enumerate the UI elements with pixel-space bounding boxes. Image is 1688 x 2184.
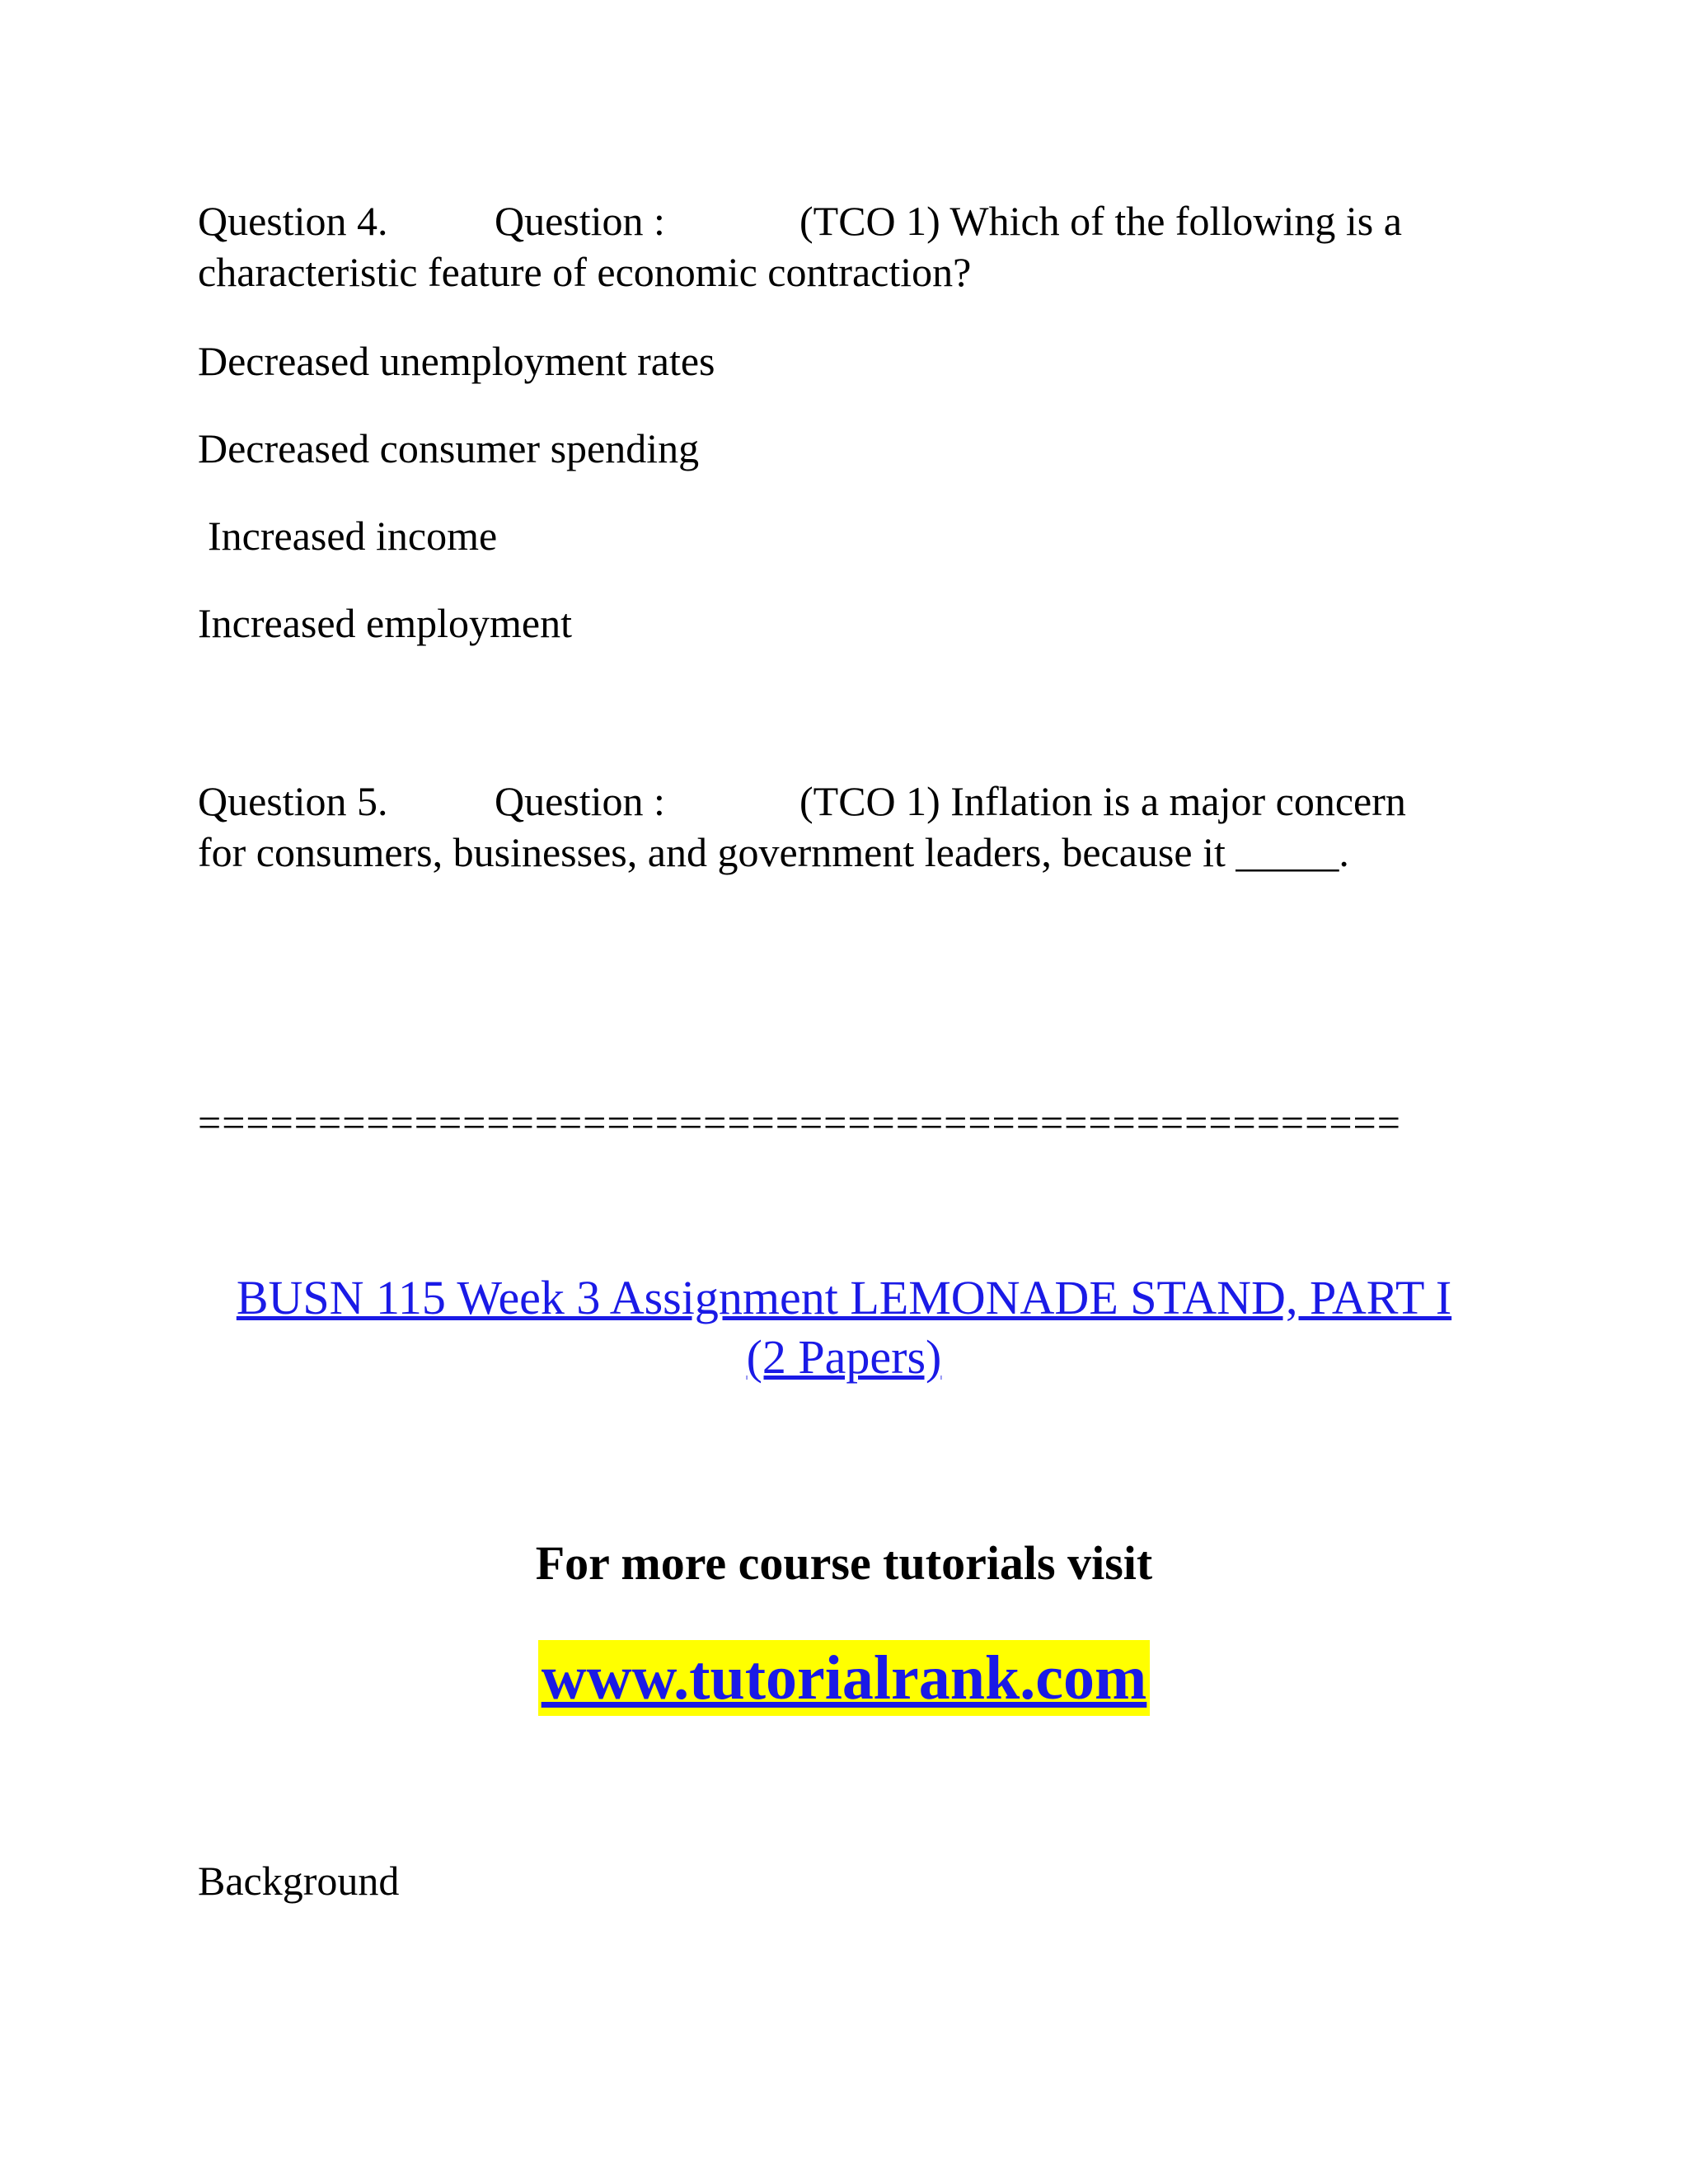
assignment-link-block	[0, 1269, 1688, 1327]
question-4-option-4: Increased employment	[198, 600, 572, 646]
question-4-label: Question :	[495, 198, 665, 244]
assignment-link-line-2[interactable]: (2 Papers)	[746, 1330, 942, 1384]
assignment-link-line-1[interactable]: BUSN 115 Week 3 Assignment LEMONADE STAND, PART I	[236, 1271, 1452, 1324]
question-4-header	[198, 196, 1484, 246]
promo-site-highlight	[538, 1640, 1151, 1716]
promo-site-link[interactable]: www.tutorialrank.com	[541, 1643, 1147, 1713]
question-5-prompt: (TCO 1) Inflation is a major concern	[799, 778, 1406, 824]
question-4-continuation: characteristic feature of economic contraction?	[198, 249, 972, 295]
separator-line: ==================================================	[198, 1099, 1401, 1146]
question-5-header	[198, 776, 1484, 826]
question-4-option-1: Decreased unemployment rates	[198, 338, 715, 384]
question-4-option-2: Decreased consumer spending	[198, 425, 700, 471]
question-4-option-3: Increased income	[208, 513, 498, 559]
promo-text: For more course tutorials visit	[535, 1536, 1153, 1590]
question-4-prompt: (TCO 1) Which of the following is a	[799, 198, 1402, 244]
section-heading-background: Background	[198, 1858, 400, 1904]
question-5-continuation: for consumers, businesses, and government leaders, because it _____.	[198, 829, 1349, 875]
question-5-label: Question :	[495, 778, 665, 824]
question-5-number: Question 5.	[198, 778, 388, 824]
assignment-link-block-2	[0, 1329, 1688, 1386]
question-4-number: Question 4.	[198, 198, 388, 244]
promo-site-wrap	[0, 1640, 1688, 1716]
